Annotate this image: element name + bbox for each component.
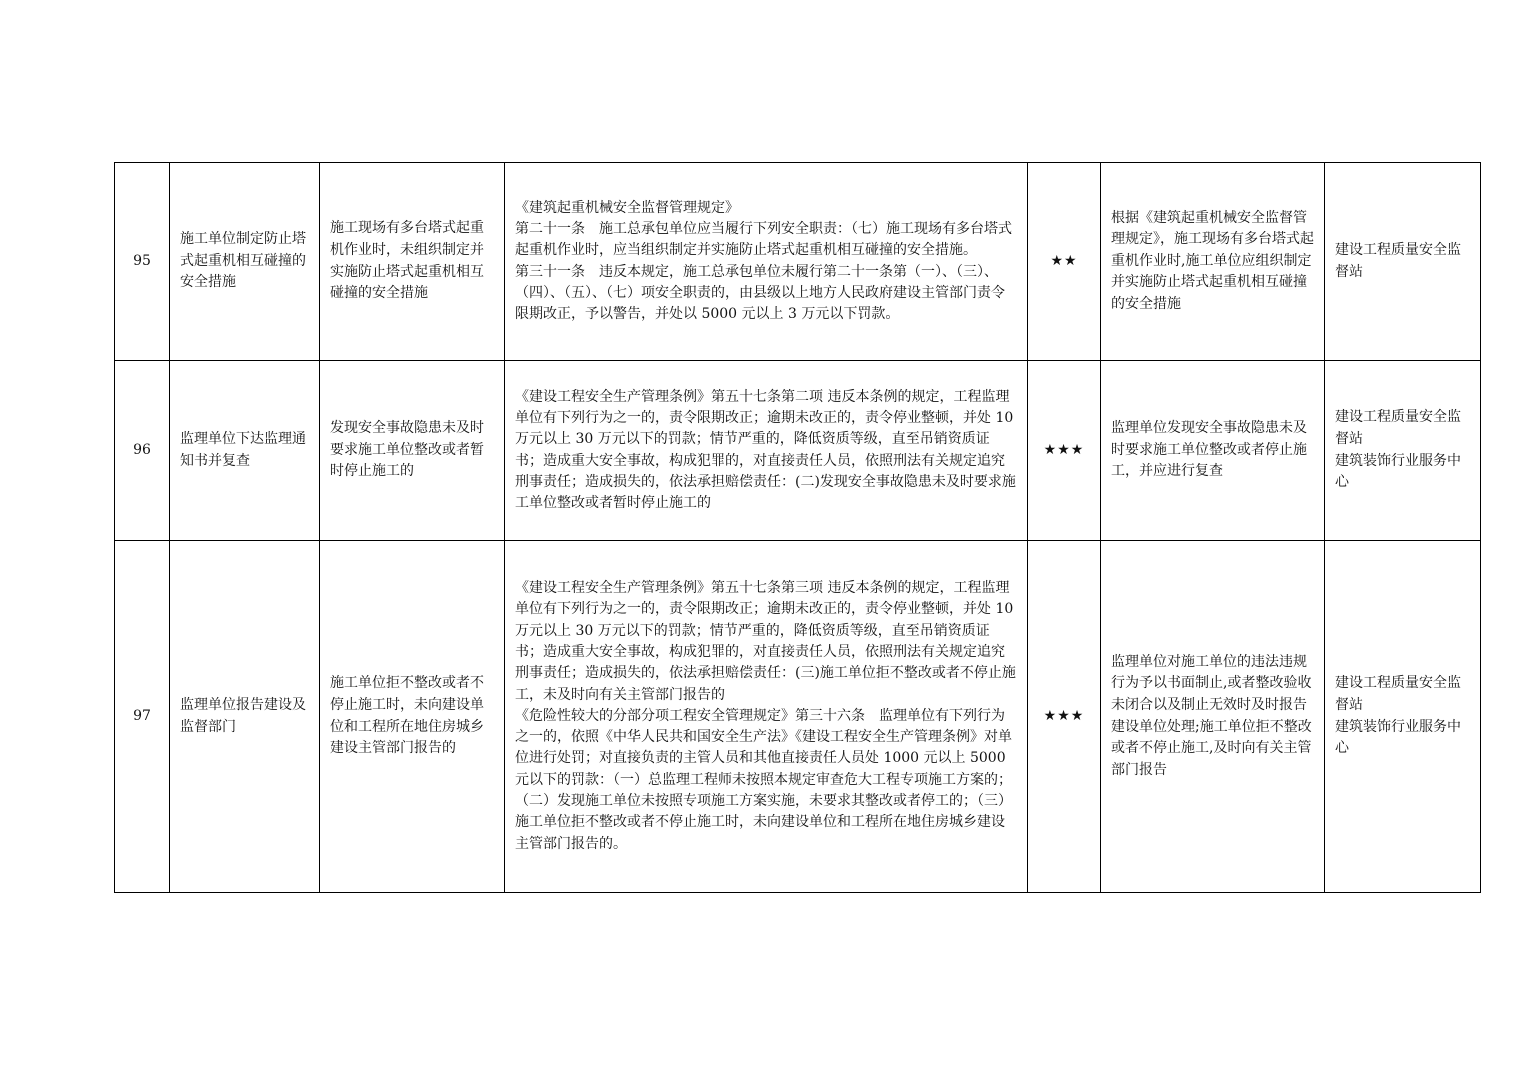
violation-behavior: 施工现场有多台塔式起重机作业时，未组织制定并实施防止塔式起重机相互碰撞的安全措施 (320, 163, 505, 361)
legal-basis-paragraph: 《建筑起重机械安全监督管理规定》 (515, 199, 739, 216)
regulation-table (114, 162, 1481, 893)
inspection-item: 监理单位报告建设及监督部门 (170, 541, 320, 893)
violation-behavior: 施工单位拒不整改或者不停止施工时，未向建设单位和工程所在地住房城乡建设主管部门报告的 (320, 541, 505, 893)
legal-basis (505, 541, 1028, 893)
legal-basis (505, 163, 1028, 361)
importance-stars: ★★ (1028, 163, 1101, 361)
inspection-standard: 根据《建筑起重机械安全监督管理规定》，施工现场有多台塔式起重机作业时,施工单位应组织制定并实施防止塔式起重机相互碰撞的安全措施 (1101, 163, 1325, 361)
violation-behavior: 发现安全事故隐患未及时要求施工单位整改或者暂时停止施工的 (320, 361, 505, 541)
department-name: 建设工程质量安全监督站 (1335, 409, 1461, 447)
row-number: 96 (115, 361, 170, 541)
inspection-standard: 监理单位发现安全事故隐患未及时要求施工单位整改或者停止施工，并应进行复查 (1101, 361, 1325, 541)
inspection-item: 监理单位下达监理通知书并复查 (170, 361, 320, 541)
department-name: 建设工程质量安全监督站 (1335, 675, 1461, 713)
inspection-standard: 监理单位对施工单位的违法违规行为予以书面制止,或者整改验收未闭合以及制止无效时及时报告建设单位处理;施工单位拒不整改或者不停止施工,及时向有关主管部门报告 (1101, 541, 1325, 893)
legal-basis (505, 361, 1028, 541)
legal-basis-paragraph: 《建设工程安全生产管理条例》第五十七条第三项 违反本条例的规定，工程监理单位有下列行为之一的，责令限期改正；逾期未改正的，责令停业整顿，并处 10 万元以上 30 万元以下的罚款；情节严重的，降低资质等级，直至吊销资质证书；造成重大安全事故，构成犯罪的，对直接责任人员，依照刑法有关规定追究刑事责任；造成损失的，依法承担赔偿责任：(三)施工单位拒不整改或者不停止施工，未及时向有关主管部门报告的 (515, 580, 1016, 703)
row-number: 97 (115, 541, 170, 893)
legal-basis-paragraph: 第三十一条 违反本规定，施工总承包单位未履行第二十一条第（一）、（三）、（四）、（五）、（七）项安全职责的，由县级以上地方人民政府建设主管部门责令限期改正，予以警告，并处以 5000 元以上 3 万元以下罚款。 (515, 263, 1005, 323)
legal-basis-paragraph: 《建设工程安全生产管理条例》第五十七条第二项 违反本条例的规定，工程监理单位有下列行为之一的，责令限期改正；逾期未改正的，责令停业整顿，并处 10 万元以上 30 万元以下的罚款；情节严重的，降低资质等级，直至吊销资质证书；造成重大安全事故，构成犯罪的，对直接责任人员，依照刑法有关规定追究刑事责任；造成损失的，依法承担赔偿责任：(二)发现安全事故隐患未及时要求施工单位整改或者暂时停止施工的 (515, 388, 1016, 512)
table-row (115, 163, 1481, 361)
importance-stars: ★★★ (1028, 361, 1101, 541)
legal-basis-paragraph: 《危险性较大的分部分项工程安全管理规定》第三十六条 监理单位有下列行为之一的，依照《中华人民共和国安全生产法》《建设工程安全生产管理条例》对单位进行处罚；对直接负责的主管人员和其他直接责任人员处 1000 元以上 5000 元以下的罚款：（一）总监理工程师未按照本规定审查危大工程专项施工方案的；（二）发现施工单位未按照专项施工方案实施，未要求其整改或者停工的；（三）施工单位拒不整改或者不停止施工时，未向建设单位和工程所在地住房城乡建设主管部门报告的。 (515, 707, 1012, 852)
responsible-department (1325, 163, 1481, 361)
department-name: 建筑装饰行业服务中心 (1335, 718, 1461, 757)
table-row (115, 361, 1481, 541)
importance-stars: ★★★ (1028, 541, 1101, 893)
inspection-item: 施工单位制定防止塔式起重机相互碰撞的安全措施 (170, 163, 320, 361)
row-number: 95 (115, 163, 170, 361)
legal-basis-paragraph: 第二十一条 施工总承包单位应当履行下列安全职责：（七）施工现场有多台塔式起重机作业时，应当组织制定并实施防止塔式起重机相互碰撞的安全措施。 (515, 220, 1012, 259)
department-name: 建设工程质量安全监督站 (1335, 241, 1461, 280)
responsible-department (1325, 541, 1481, 893)
department-name: 建筑装饰行业服务中心 (1335, 452, 1461, 491)
table-row (115, 541, 1481, 893)
responsible-department (1325, 361, 1481, 541)
